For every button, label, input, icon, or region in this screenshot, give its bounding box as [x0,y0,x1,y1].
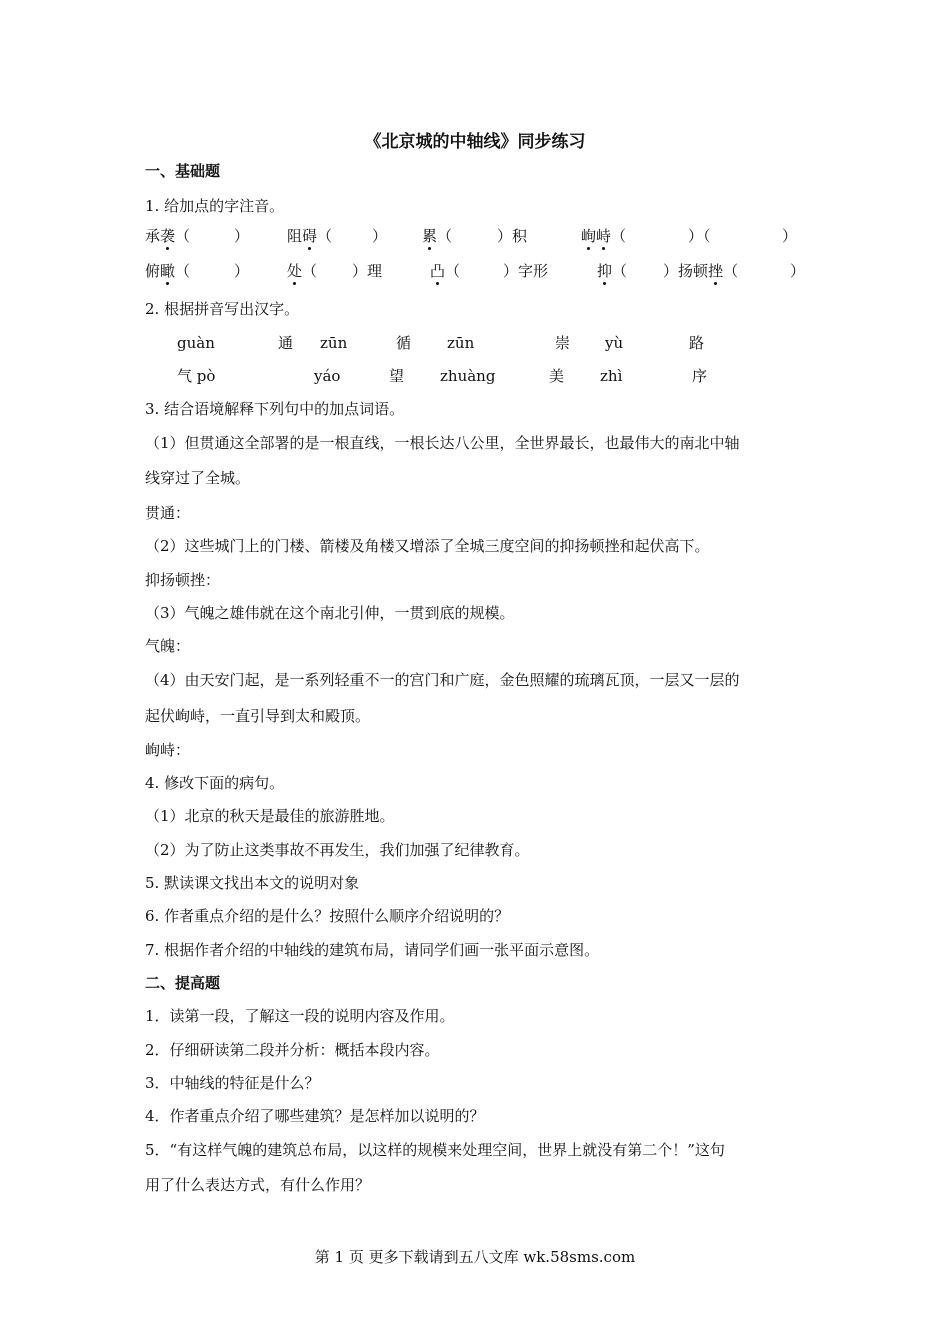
emphasis-dot-char: 凸 [430,262,446,280]
emphasis-dot-char: 累 [422,227,438,245]
q3-answer-label-2: 抑扬顿挫： [145,571,221,589]
q1-item-xunzhi: 峋峙（ [581,227,627,245]
q1-item-zuai: 阻碍（ [287,227,333,245]
emphasis-dot-char: 抑 [597,262,613,280]
advanced-q5-cont: 用了什么表达方式，有什么作用？ [145,1176,371,1194]
q2-prompt: 2. 根据拼音写出汉字。 [145,300,300,318]
q4-sentence-2: （2）为了防止这类事故不再发生，我们加强了纪律教育。 [145,841,530,859]
q2-pinyin: zūn [320,334,348,352]
q3-prompt: 3. 结合语境解释下列句中的加点词语。 [145,400,405,418]
q1-item-close: ）理 [352,262,383,280]
emphasis-dot-char: 峋 [581,227,597,245]
q2-pinyin: 气 pò [177,367,216,385]
q1-item-leiji: 累（ [422,227,453,245]
emphasis-dot-char: 袭 [160,227,176,245]
q5-prompt: 5. 默读课文找出本文的说明对象 [145,874,360,892]
q3-sentence-4-cont: 起伏峋峙，一直引导到太和殿顶。 [145,707,371,725]
section-heading-advanced: 二、提高题 [145,974,221,992]
page-footer: 第 1 页 更多下载请到五八文库 wk.58sms.com [314,1248,636,1266]
q1-item-tuzixing: 凸（ [430,262,461,280]
q1-item-text: 承袭（ [145,227,191,245]
emphasis-dot-char: 峙 [596,227,612,245]
advanced-q1: 1．读第一段，了解这一段的说明内容及作用。 [145,1007,455,1025]
q2-pinyin: zūn [447,334,475,352]
q4-prompt: 4. 修改下面的病句。 [145,774,285,792]
q1-prompt: 1. 给加点的字注音。 [145,197,285,215]
q2-char: 路 [689,334,705,352]
q1-item-close: ） [790,262,806,280]
q2-char: 崇 [555,334,571,352]
q1-item-close: ） [372,227,388,245]
q4-sentence-1: （1）北京的秋天是最佳的旅游胜地。 [145,807,395,825]
q1-item-close: ）字形 [503,262,549,280]
q2-char: 通 [278,334,294,352]
q2-char: 循 [396,334,412,352]
q1-item-close: ） [234,262,250,280]
advanced-q2: 2．仔细研读第二段并分析：概括本段内容。 [145,1041,440,1059]
q1-item-close: ）（ [688,227,711,245]
section-heading-basic: 一、基础题 [145,162,221,180]
q1-item-dunzuo: ）扬顿挫（ [663,262,739,280]
page-title: 《北京城的中轴线》同步练习 [364,132,586,152]
q2-pinyin: guàn [177,334,215,352]
q2-char: 序 [692,367,708,385]
q3-answer-label-4: 峋峙： [145,741,191,759]
q2-pinyin: zhuàng [440,367,496,385]
q6-prompt: 6. 作者重点介绍的是什么？按照什么顺序介绍说明的？ [145,907,510,925]
q1-item-close: ）积 [497,227,528,245]
advanced-q3: 3．中轴线的特征是什么？ [145,1074,320,1092]
advanced-q4: 4．作者重点介绍了哪些建筑？是怎样加以说明的？ [145,1107,485,1125]
emphasis-dot-char: 碍 [302,227,318,245]
q3-answer-label-3: 气魄： [145,637,191,655]
emphasis-dot-char: 瞰 [160,262,176,280]
q1-item-close: ） [234,227,250,245]
q3-sentence-1-cont: 线穿过了全城。 [145,469,251,487]
q2-pinyin: yù [605,334,624,352]
q3-sentence-3: （3）气魄之雄伟就在这个南北引伸，一贯到底的规模。 [145,604,515,622]
emphasis-dot-char: 挫 [708,262,724,280]
q3-sentence-1: （1）但贯通这全部署的是一根直线，一根长达八公里，全世界最长，也最伟大的南北中轴 [145,434,740,452]
emphasis-dot-char: 处 [287,262,303,280]
q3-sentence-4: （4）由天安门起，是一系列轻重不一的宫门和广庭，金色照耀的琉璃瓦顶，一层又一层的 [145,671,740,689]
q1-item-chengxi [145,226,190,246]
advanced-q5: 5．“有这样气魄的建筑总布局，以这样的规模来处理空间，世界上就没有第二个！”这句 [145,1141,725,1159]
q7-prompt: 7. 根据作者介绍的中轴线的建筑布局，请同学们画一张平面示意图。 [145,941,600,959]
q2-pinyin: yáo [314,367,341,385]
q1-item-fukan: 俯瞰（ [145,262,191,280]
q2-char: 美 [549,367,565,385]
q3-answer-label-1: 贯通： [145,504,191,522]
q1-item-close: ） [782,227,798,245]
q1-item-yiyang: 抑（ [597,262,628,280]
q3-sentence-2: （2）这些城门上的门楼、箭楼及角楼又增添了全城三度空间的抑扬顿挫和起伏高下。 [145,537,710,555]
q2-char: 望 [389,367,405,385]
q2-pinyin: zhì [600,367,623,385]
q1-item-chuli: 处（ [287,262,318,280]
